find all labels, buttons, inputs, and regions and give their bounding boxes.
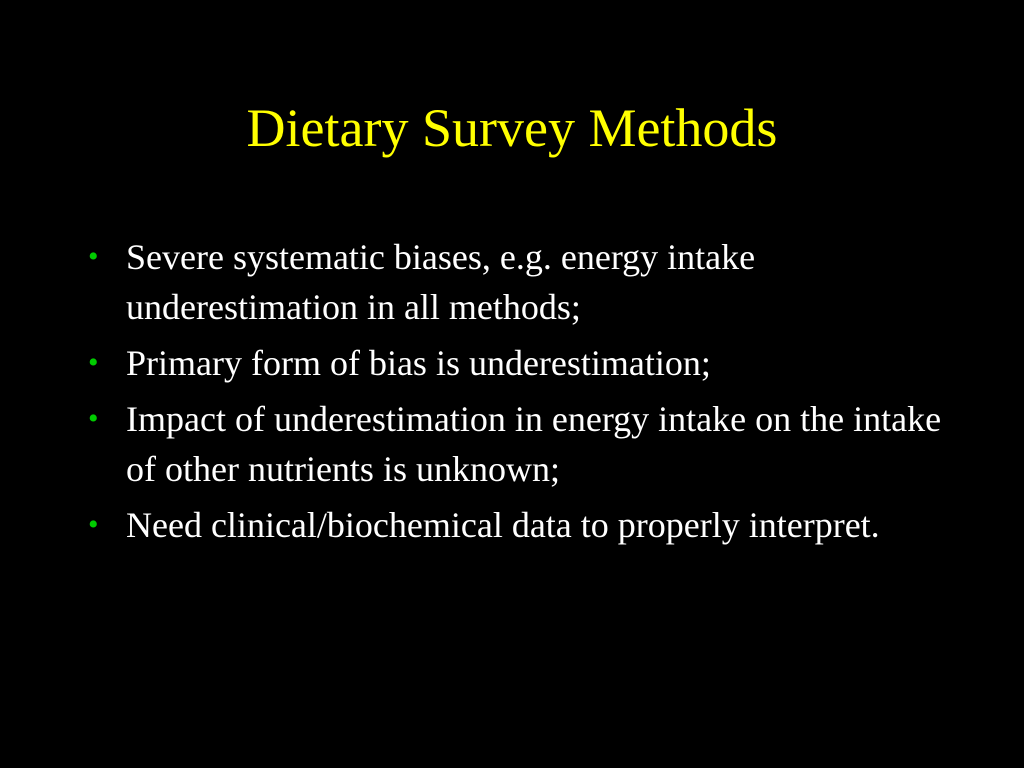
slide-title: Dietary Survey Methods	[246, 98, 778, 158]
bullet-text: Severe systematic biases, e.g. energy intake underestimation in all methods;	[126, 237, 756, 327]
bullet-item	[88, 232, 948, 332]
bullet-text: Impact of underestimation in energy intake on the intake of other nutrients is unknown;	[126, 399, 942, 489]
bullet-dot-icon: •	[88, 508, 99, 541]
bullet-list	[88, 232, 948, 556]
bullet-item	[88, 500, 948, 550]
bullet-text: Primary form of bias is underestimation;	[126, 343, 711, 383]
bullet-text: Need clinical/biochemical data to properly interpret.	[126, 505, 880, 545]
bullet-dot-icon: •	[88, 346, 99, 379]
bullet-dot-icon: •	[88, 402, 99, 435]
bullet-item	[88, 394, 948, 494]
bullet-dot-icon: •	[88, 240, 99, 273]
bullet-item	[88, 338, 948, 388]
